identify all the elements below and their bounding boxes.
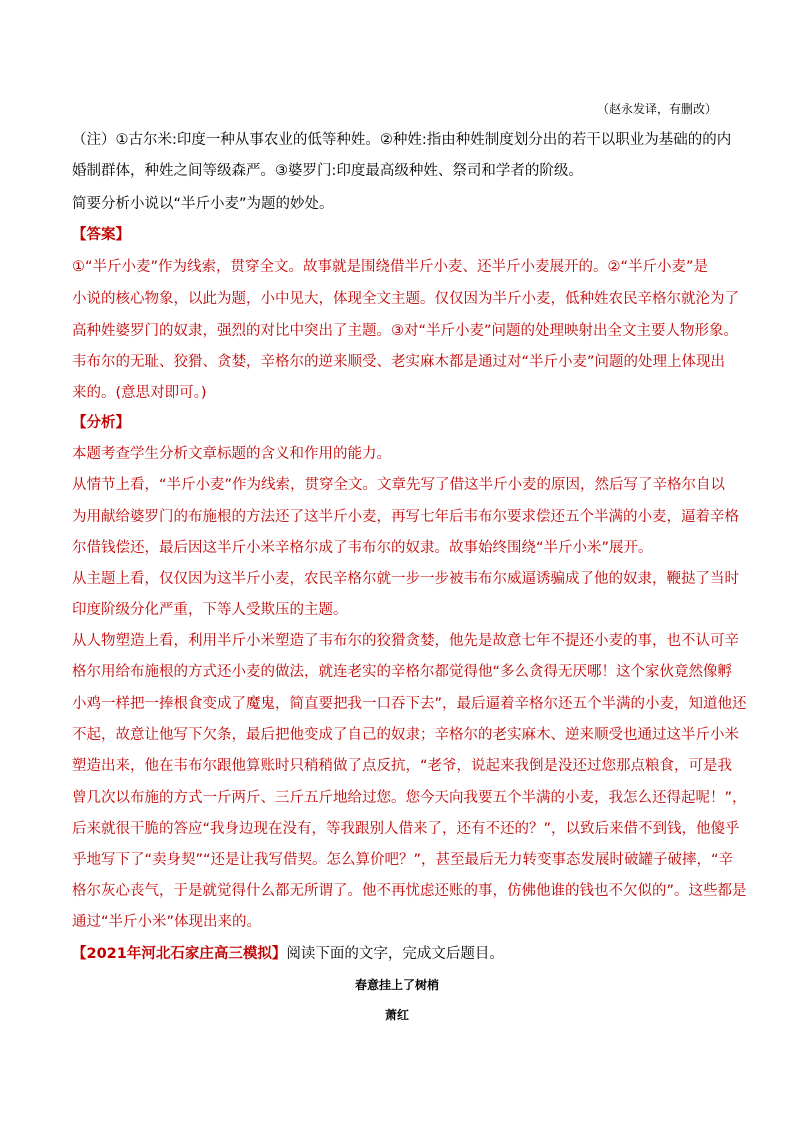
analysis-line: 从主题上看，仅仅因为这半斤小麦，农民辛格尔就一步一步被韦布尔威逼诱骗成了他的奴隶，鞭挞了当时 [72,571,739,587]
analysis-line: 印度阶级分化严重，下等人受欺压的主题。 [72,602,348,618]
analysis-line: 从人物塑造上看，利用半斤小米塑造了韦布尔的狡猾贪婪，他先是故意七年不提还小麦的事，也不认可辛 [72,633,739,649]
answer-line: 韦布尔的无耻、狡猾、贪婪，辛格尔的逆来顺受、老实麻木都是通过对“半斤小麦”问题的处理上体现出 [72,354,726,370]
analysis-line: 格尔用给布施根的方式还小麦的做法，就连老实的辛格尔都觉得他“多么贪得无厌哪！这个家伙竟然像孵 [72,664,733,680]
analysis-line: 尔借钱偿还，最后因这半斤小米辛格尔成了韦布尔的奴隶。故事始终围绕“半斤小米”展开。 [72,540,653,556]
analysis-line: 为用献给婆罗门的布施根的方法还了这半斤小麦，再写七年后韦布尔要求偿还五个半满的小麦，逼着辛格 [72,509,739,525]
question-text: 简要分析小说以“半斤小麦”为题的妙处。 [72,196,334,212]
analysis-label: 【分析】 [72,415,130,431]
answer-line: ①“半斤小麦”作为线索，贯穿全文。故事就是围绕借半斤小麦、还半斤小麦展开的。②“半斤小麦”是 [72,259,709,275]
source-tag: 【2021年河北石家庄高三模拟】 [72,946,287,962]
note-line: （注）①古尔米:印度一种从事农业的低等种姓。②种姓:指由种姓制度划分出的若干以职业为基础的的内 [72,132,732,148]
article-title: 春意挂上了树梢 [354,978,439,992]
next-question-header [72,943,504,965]
note-line: 婚制群体，种姓之间等级森严。③婆罗门:印度最高级种姓、祭司和学者的阶级。 [72,163,583,179]
answer-line: 高种姓婆罗门的奴隶，强烈的对比中突出了主题。③对“半斤小麦”问题的处理映射出全文主要人物形象。 [72,323,739,339]
article-author: 萧红 [384,1008,409,1022]
source-note: （赵永发译，有删改） [596,102,717,116]
analysis-line: 塑造出来，他在韦布尔跟他算账时只稍稍做了点反抗，“老爷，说起来我倒是没还过您那点粮食，可是我 [72,758,733,774]
analysis-line: 小鸡一样把一捧根食变成了魔鬼，简直要把我一口吞下去”，最后逼着辛格尔还五个半满的小麦，知道他还 [72,696,747,712]
analysis-line: 乎地写下了“卖身契”“还是让我写借契。怎么算价吧？”，甚至最后无力转变事态发展时破罐子破摔，“辛 [72,852,734,868]
analysis-line: 通过“半斤小米”体现出来的。 [72,914,262,930]
analysis-line: 从情节上看，“半斤小麦”作为线索，贯穿全文。文章先写了借这半斤小麦的原因，然后写了辛格尔自以 [72,477,726,493]
instruction-text: 阅读下面的文字，完成文后题目。 [286,946,504,962]
answer-line: 小说的核心物象，以此为题，小中见大，体现全文主题。仅仅因为半斤小麦，低种姓农民辛格尔就沦为了 [72,291,739,307]
analysis-line: 曾几次以布施的方式一斤两斤、三斤五斤地给过您。您今天向我要五个半满的小麦，我怎么还得起呢！”， [72,790,747,806]
answer-line: 来的。(意思对即可。) [72,385,207,401]
analysis-line: 本题考查学生分析文章标题的含义和作用的能力。 [72,446,391,462]
analysis-line: 不起，故意让他写下欠条，最后把他变成了自己的奴隶；辛格尔的老实麻木、逆来顺受也通过这半斤小米 [72,727,739,743]
analysis-line: 格尔灰心丧气，于是就觉得什么都无所谓了。他不再忧虑还账的事，仿佛他谁的钱也不欠似的”。这些都是 [72,883,747,899]
analysis-line: 后来就很干脆的答应“我身边现在没有，等我跟别人借来了，还有不还的？”，以致后来借不到钱，他傻乎 [72,821,740,837]
answer-label: 【答案】 [72,227,130,243]
